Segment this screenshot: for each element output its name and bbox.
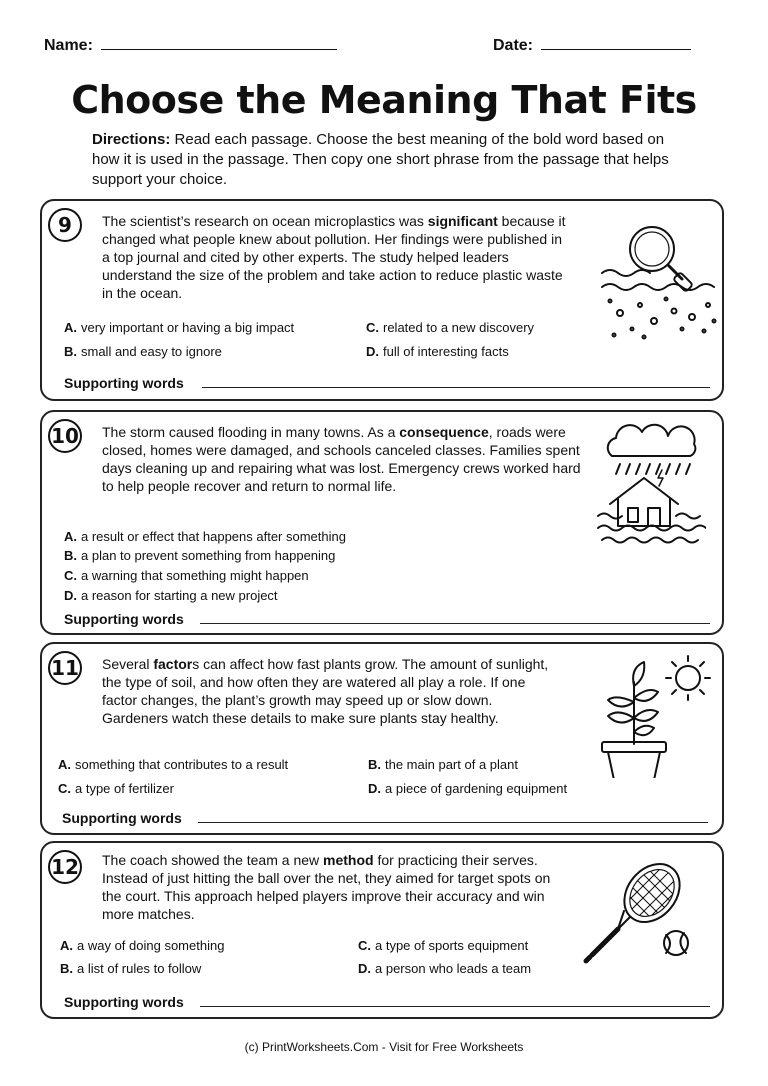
option-text: a list of rules to follow [77,961,202,976]
question-card-11 [40,642,724,835]
passage [102,851,552,923]
supporting-words-label: Supporting words [64,611,184,627]
option-a[interactable] [60,938,224,953]
storm-flood-house-icon [596,422,706,544]
option-text: a type of sports equipment [375,938,529,953]
option-letter: C. [58,781,71,796]
option-letter: D. [358,961,371,976]
option-letter: A. [58,757,71,772]
passage [102,655,562,727]
option-d[interactable] [64,588,278,603]
option-text: a result or effect that happens after something [81,529,346,544]
option-letter: B. [368,757,381,772]
passage-text: The scientist’s research on ocean microplastics was [102,213,428,229]
option-text: small and easy to ignore [81,344,222,359]
option-c[interactable] [58,781,174,796]
question-card-9 [40,199,724,401]
option-letter: C. [64,568,77,583]
supporting-words-label: Supporting words [62,810,182,826]
option-b[interactable] [64,344,222,359]
page-title: Choose the Meaning That Fits [71,78,697,122]
name-field [44,36,337,55]
option-text: a person who leads a team [375,961,532,976]
option-letter: D. [64,588,77,603]
directions-text: Read each passage. Choose the best meaning of the bold word based on how it is used in the passage. Then copy one short phrase from the passage that helps support your choice. [92,131,669,188]
supporting-words-line[interactable] [202,387,710,388]
supporting-words-line[interactable] [198,822,708,823]
date-label: Date: [493,37,534,54]
passage [102,212,572,302]
option-text: something that contributes to a result [75,757,289,772]
question-number: 11 [48,651,82,685]
option-b[interactable] [368,757,518,772]
option-letter: D. [366,344,379,359]
option-text: a type of fertilizer [75,781,174,796]
passage-text: for practicing their serves. Instead of just hitting the ball over the net, they aimed for target spots on the court. This approach helped players improve their accuracy and win more matches. [102,852,551,922]
option-text: the main part of a plant [385,757,518,772]
directions [92,130,692,190]
passage-text: s can affect how fast plants grow. The amount of sunlight, the type of soil, and how often they are watered all play a role. If one factor changes, the plant’s growth may speed up or slow down. Gardeners watch these details to make sure plants stay healthy. [102,656,549,726]
option-text: a plan to prevent something from happening [81,548,336,563]
option-d[interactable] [366,344,509,359]
question-card-10 [40,410,724,635]
passage-text: The storm caused flooding in many towns. As a [102,424,400,440]
passage-text: , roads were closed, homes were damaged, and schools canceled classes. Families spent days cleaning up and repairing what was lost. Emergency crews worked hard to help people recover and return to normal life. [102,424,581,494]
option-c[interactable] [64,568,309,583]
date-field [493,36,691,55]
potted-plant-sun-icon [598,652,714,778]
date-line[interactable] [541,36,691,50]
option-text: a warning that something might happen [81,568,309,583]
magnifying-glass-ocean-icon [596,217,722,347]
option-b[interactable] [60,961,201,976]
option-text: a piece of gardening equipment [385,781,568,796]
option-letter: B. [60,961,73,976]
target-word: factor [153,656,193,672]
option-c[interactable] [358,938,528,953]
option-text: a way of doing something [77,938,225,953]
name-label: Name: [44,37,93,54]
option-text: full of interesting facts [383,344,509,359]
supporting-words-label: Supporting words [64,994,184,1010]
option-d[interactable] [368,781,567,796]
option-letter: D. [368,781,381,796]
question-number: 9 [48,208,82,242]
option-letter: C. [358,938,371,953]
option-a[interactable] [64,529,346,544]
option-text: related to a new discovery [383,320,535,335]
option-letter: A. [60,938,73,953]
option-letter: B. [64,548,77,563]
passage-text: because it changed what people knew about pollution. Her findings were published in a top journal and cited by other experts. The study helped leaders understand the size of the problem and take action to reduce plastic waste in the ocean. [102,213,566,301]
supporting-words-line[interactable] [200,1006,710,1007]
option-text: a reason for starting a new project [81,588,278,603]
supporting-words-line[interactable] [200,623,710,624]
option-letter: A. [64,529,77,544]
option-letter: A. [64,320,77,335]
option-letter: B. [64,344,77,359]
passage-text: The coach showed the team a new [102,852,324,868]
target-word: significant [427,213,498,229]
option-text: very important or having a big impact [81,320,295,335]
question-number: 10 [48,419,82,453]
directions-label: Directions: [92,131,171,148]
target-word: consequence [399,424,489,440]
footer: (c) PrintWorksheets.Com - Visit for Free Worksheets [244,1040,524,1054]
tennis-racket-ball-icon [578,859,698,969]
passage [102,423,582,495]
passage-text: Several [102,656,154,672]
option-c[interactable] [366,320,534,335]
option-b[interactable] [64,548,335,563]
target-word: method [323,852,374,868]
name-line[interactable] [101,36,337,50]
question-card-12 [40,841,724,1019]
question-number: 12 [48,850,82,884]
option-d[interactable] [358,961,531,976]
option-letter: C. [366,320,379,335]
option-a[interactable] [64,320,294,335]
supporting-words-label: Supporting words [64,375,184,391]
option-a[interactable] [58,757,288,772]
